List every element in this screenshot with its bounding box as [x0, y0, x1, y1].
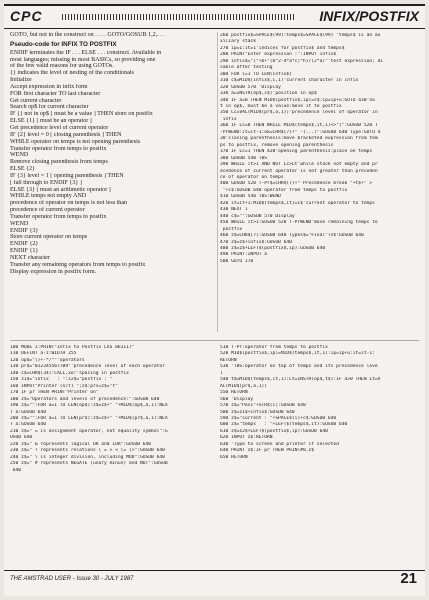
- code-line: T a:GOSUB 640: [10, 422, 46, 428]
- listing-bottom-left: [10, 345, 216, 474]
- column-divider: [217, 32, 218, 332]
- code-line: 440 c$="":GOSUB 570 Display: [220, 213, 295, 219]
- pseudo-code-line: WHILE operator on temps is not opening parenthesis: [10, 138, 141, 145]
- code-line: 570 z$="Pass"+STR$(i):GOSUB 640: [220, 403, 306, 409]
- code-line: 280 PRINT"Enter expression :":INPUT infix$: [220, 52, 337, 58]
- code-line: -PrWEND:it=it-1:ok=CHR$(7)+" -(...)":GOSUB 640 Type:GOTO 4: [220, 129, 381, 135]
- code-line: infix: [220, 116, 237, 122]
- code-line: xiliary stack: [220, 39, 256, 45]
- code-line: 210 z$=" = is assignment operator, not equality symbol":G: [10, 428, 168, 434]
- code-line: 630 'Type to screen and printer if selected: [220, 441, 339, 447]
- pseudo-code-list: [10, 50, 213, 276]
- code-line: T a:GOSUB 640: [10, 409, 46, 415]
- code-line: 430 NEXT i: [220, 207, 248, 213]
- pseudo-code-line: ELSE {1} [ must be an operator ]: [10, 118, 92, 125]
- code-line: 350 Lc=VAL(MID$(pr$,a,1))'precedence level of operator in: [220, 110, 378, 116]
- code-line: 260 postfix$=SPACE$(99):temps$=SPACE$(99) 'temps$ is an au: [220, 33, 381, 38]
- pseudo-code-line: precedence of current operator: [10, 207, 85, 214]
- code-line: 240 z$=" \ is integer division, including MOD":GOSUB 640: [10, 454, 165, 460]
- article-title: INFIX/POSTFIX: [319, 8, 419, 24]
- code-line: ps to postfix, remove opening parenthesis: [220, 142, 334, 148]
- pseudo-code-line: ENDIF {2}: [10, 241, 39, 248]
- listing-bottom-right: [220, 345, 421, 461]
- pseudo-code-line: ELSE {2}: [10, 166, 35, 173]
- code-line: 340 IF a=0 THEN MID$(postfix$,ip)=c$:ip=ip+u:GOTO 430'no: [220, 97, 375, 103]
- page-header: [4, 4, 425, 29]
- pseudo-code-line: {} indicates the level of nesting of the conditionals: [10, 70, 134, 77]
- pseudo-code-line: most languages; missing in most BASICs, so providing one: [10, 56, 156, 63]
- code-line: OSUB 640: [10, 435, 33, 441]
- code-line: 30'closing parenthesis:move bracketed expression from tem: [220, 136, 378, 142]
- code-line: 640: [10, 467, 22, 473]
- footer-magazine: THE AMSTRAD USER - Issue 30 - JULY 1987: [10, 576, 134, 582]
- code-line: 190 z$="":FOR a=1 TO LEN(op$):z$=z$+" "+MID$(op$,a,1):NEX: [10, 403, 168, 409]
- pseudo-code-line: ENDIF terminates the IF . . . ELSE . . . construct. Available in: [10, 49, 162, 56]
- magazine-page: [4, 4, 425, 596]
- pseudo-code-line: WEND: [10, 152, 29, 159]
- code-line: 590 z$="current : "+SPACE$(i)+c$:GOSUB 640: [220, 415, 337, 421]
- code-line: 150 z1$="infix : ":z2$="postfix : ": [10, 377, 113, 383]
- pseudo-code-line: ENDIF {1}: [10, 248, 39, 255]
- code-line: 170 IF pr THEN PRINT"Printer on": [10, 390, 99, 396]
- pseudo-code-line: Transfer operator from temps to postfix: [10, 213, 107, 220]
- code-line: AL(MID$(pr$,a,1)): [220, 383, 268, 389]
- code-line: 580 z$=z1$+infix$:GOSUB 640: [220, 409, 295, 415]
- pseudo-code-line: ENDIF {3}: [10, 227, 39, 234]
- code-line: 640 PRINT z$:IF pr THEN PRINT#8,z$: [220, 448, 315, 454]
- code-line: 100 MODE 2:PRINT"Infix to Postfix LXS 861117": [10, 345, 135, 350]
- section-divider: [10, 340, 419, 341]
- code-line: 140 c$=CHR$(34):CALL,xo!'spacing in postfix: [10, 370, 129, 376]
- pseudo-code-line: Accept expression in infix form: [10, 83, 88, 90]
- pseudo-code-line: FOR first character TO last character: [10, 90, 101, 97]
- code-line: 310 c$=MID$(infix$,i,1)'current character in infix: [220, 78, 359, 84]
- code-line: "+c$:GOSUB 640 operator from temps to postfix: [220, 187, 348, 193]
- code-line: 160 INPUT"Printer (n/Y) ";z$:prs=z$="Y": [10, 383, 118, 389]
- code-line: postfix: [220, 226, 243, 232]
- pseudo-code-line: Get current character: [10, 97, 62, 104]
- pseudo-code-line: WEND: [10, 220, 29, 227]
- code-line: 130 pr$="0123455677B9"'precedence level of each operator: [10, 364, 165, 370]
- page-number: 21: [400, 570, 417, 587]
- code-line: 180 z$="Operators and levels of precedence:":GOSUB 640: [10, 396, 160, 402]
- code-line: 270 ip=1:it=1'indices for postfix$ and temps$: [220, 45, 345, 51]
- pseudo-code-line: precedence of operator on temps is not less than: [10, 200, 128, 207]
- pseudo-code-heading: Pseudo-code for INFIX TO POSTFIX: [10, 40, 117, 48]
- header-rule: [62, 14, 295, 20]
- pseudo-code-line: Initialize: [10, 77, 32, 84]
- code-line: 370 IF Lc=1 THEN 420'opening parenthesis:place on temps: [220, 149, 373, 155]
- pseudo-code-line: Transfer any remaining operators from temps to postfix: [10, 261, 146, 268]
- code-line: 480 z$=z$+LEFT$(postfix$,ip):GOSUB 640: [220, 245, 326, 251]
- code-line: 520 MID$(postfix$,ip)=MID$(temps$,it,1):ip=ip+u:it=it-1:: [220, 351, 375, 357]
- code-line: 550 RETURN: [220, 390, 248, 396]
- code-line: 110 DEFINT a-z:WIDTH 255: [10, 351, 77, 357]
- code-line: l: [220, 370, 223, 376]
- code-line: 620 INPUT z$:RETURN: [220, 435, 273, 441]
- code-line: 330 a=INSTR(op$,c$)'position in op$: [220, 91, 317, 97]
- code-line: 230 z$=" ? represents relations ( = > < (= (>":GOSUB 640: [10, 448, 165, 454]
- pseudo-code-line: ELSE {3} [ must an arithmetic operator ]: [10, 186, 111, 193]
- code-line: 560 'Display: [220, 396, 254, 402]
- code-line: 420 it=it+1:MID$(temps$,it)=c$'current operator to temps: [220, 200, 375, 206]
- code-line: 300 FOR i=1 TO LEN(infix$): [220, 71, 292, 77]
- section-label: CPC: [10, 8, 43, 24]
- code-line: 290 infix$="("+b+"(b^2-4*a*c)^h)/(2*a)"'test expression; di: [220, 58, 384, 64]
- code-line: 400 GOSUB 520 T-Pr$=CHR$(7)+" Precedence break "+t$+" >: [220, 181, 373, 187]
- code-line: 610 z$=z2$+LEFT$(postfix$,ip):GOSUB 640: [220, 428, 328, 434]
- code-line: ecedence of current operator is not greater than preceden: [220, 168, 378, 174]
- code-line: 120 op$="()+-*/^"'operators: [10, 357, 85, 363]
- code-line: t in op$, must be a value:move it to postfix: [220, 103, 342, 109]
- pseudo-code-line: [ fall through to ENDIF {3} ]: [10, 179, 82, 186]
- code-line: 600 z$="temps : "+LEFT$(temps$,it):GOSUB 640: [220, 422, 348, 428]
- code-line: sable after testing: [220, 65, 273, 71]
- code-line: 510 T-Pr:operator from temps to postfix: [220, 345, 328, 350]
- code-line: 220 z$=" & represents logical OR and IOR":GOSUB 640: [10, 441, 152, 447]
- code-line: 450 WHILE it>1:GOSUB 520 T-PrWEND'move remaining temps to: [220, 220, 378, 226]
- intro-paragraph: GOTO, but not in the construct on . . . . GOTO/GOSUB 1,2,. . .: [10, 32, 165, 38]
- code-line: 320 GOSUB 570 'Display: [220, 84, 281, 90]
- pseudo-code-line: Remove closing parenthesis from temps: [10, 159, 108, 166]
- pseudo-code-line: Display expression in postfix form.: [10, 268, 97, 275]
- code-line: ce of operator on temps: [220, 174, 284, 180]
- pseudo-code-line: Search op$ for current character: [10, 104, 89, 111]
- code-line: 410 GOSUB 540 T0S:WEND: [220, 194, 281, 200]
- code-line: 360 IF Lc=0 THEN WHILE MID$(temps$,it,1)<>"(":GOSUB 520 T: [220, 123, 378, 129]
- code-line: 250 z$=" # represents NEGATE (unary minus) and NOT":GOSUB: [10, 461, 168, 467]
- pseudo-code-line: Get precedence level of current operator: [10, 124, 109, 131]
- pseudo-code-line: NEXT character: [10, 255, 50, 261]
- code-line: 540 t$=MID$(temps$,it,1):Lt=INSTR(op$,t$):IF a>0 THEN Lt=V: [220, 377, 381, 383]
- code-line: 460 z$=CHR$(7):GOSUB 640 Types$="Final"+z$:GOSUB 640: [220, 233, 364, 239]
- code-line: 500 GOTO 170: [220, 258, 254, 264]
- pseudo-code-line: Store current operator on temps: [10, 234, 88, 241]
- code-line: 470 z$=z$+infix$:GOSUB 640: [220, 239, 292, 245]
- footer-rule: [4, 570, 425, 571]
- pseudo-code-line: Transfer operator from temps to postfix: [10, 145, 107, 152]
- code-line: RETURN: [220, 357, 237, 363]
- pseudo-code-line: IF {3} level = 1 [ opening parenthesis ] THEN: [10, 172, 124, 179]
- listing-top-right: [220, 33, 421, 265]
- code-line: 490 PRINT:INPUT a: [220, 252, 268, 258]
- pseudo-code-line: IF {} not in op$ [ must be a value ] THEN store on postfix: [10, 111, 153, 118]
- code-line: 530 'T0S:operator on top of temps and its precedence leve: [220, 364, 378, 370]
- code-line: 650 RETURN: [220, 454, 248, 460]
- pseudo-code-line: WHILE temps not empty AND: [10, 193, 87, 200]
- pseudo-code-line: IF {2} level = 0 [ closing parenthesis ] THEN: [10, 131, 122, 138]
- article-text-column: [10, 32, 213, 276]
- code-line: 380 GOSUB 540 T0S: [220, 155, 268, 161]
- code-line: 390 WHILE it>1 AND NOT Lc>Lt'while stack not empty and pr: [220, 162, 378, 168]
- code-line: 200 z$="":FOR a=1 TO LEN(pr$):z$=z$+" "+MID$(pr$,a,1):NEX: [10, 415, 168, 421]
- pseudo-code-line: of the few valid reasons for using GOTOs.: [10, 63, 114, 70]
